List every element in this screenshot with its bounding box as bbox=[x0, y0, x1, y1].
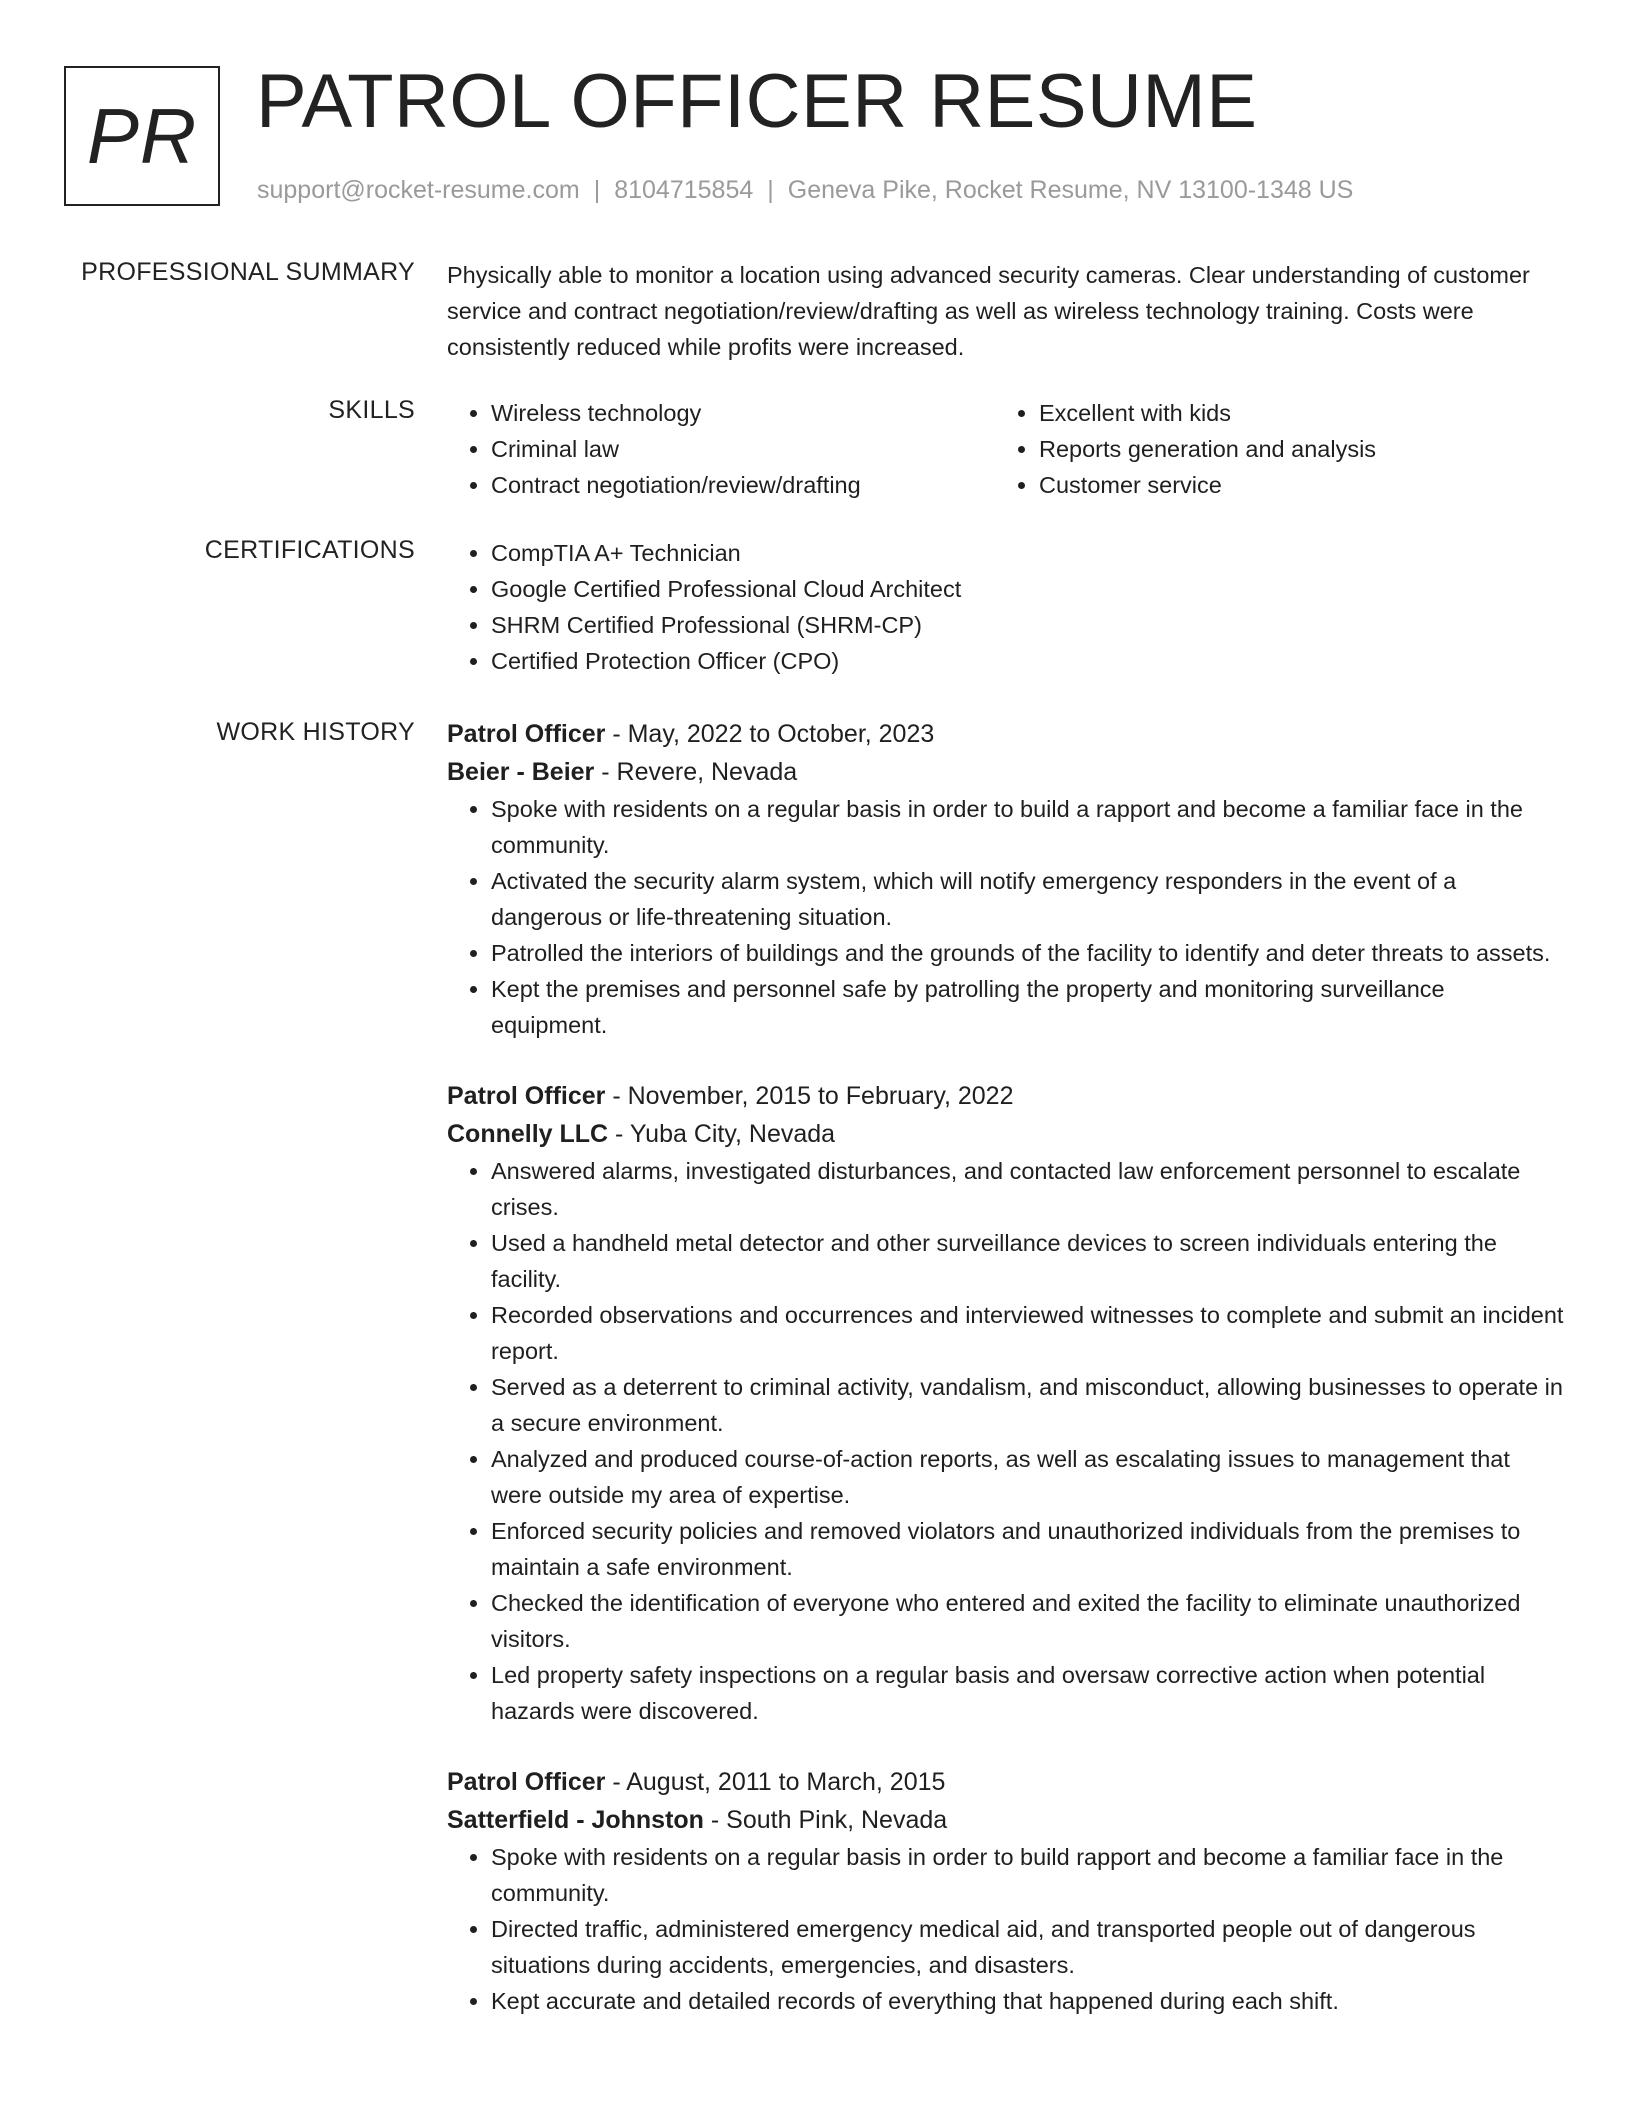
job-role: Patrol Officer bbox=[447, 1768, 606, 1796]
certification-item: • SHRM Certified Professional (SHRM-CP) bbox=[491, 607, 1567, 643]
job-duties-list bbox=[447, 791, 1567, 1043]
job-company-line bbox=[447, 1801, 1567, 1839]
contact-separator: | bbox=[767, 176, 774, 204]
work-history-body bbox=[447, 715, 1567, 2019]
certification-item: • Google Certified Professional Cloud Architect bbox=[491, 571, 1567, 607]
skill-item: • Customer service bbox=[1039, 467, 1599, 503]
contact-address: Geneva Pike, Rocket Resume, NV 13100-1348 US bbox=[787, 176, 1354, 204]
contact-phone[interactable]: 8104715854 bbox=[614, 176, 754, 204]
section-title-skills: SKILLS bbox=[328, 396, 415, 424]
job-role: Patrol Officer bbox=[447, 720, 606, 748]
skills-body bbox=[447, 395, 1567, 505]
job-duty-item: • Led property safety inspections on a regular basis and oversaw corrective action when potential hazards were discovered. bbox=[491, 1657, 1567, 1729]
section-title-work-history: WORK HISTORY bbox=[216, 718, 415, 746]
contact-separator: | bbox=[593, 176, 601, 204]
contact-email[interactable]: support@rocket-resume.com bbox=[257, 176, 580, 204]
skill-item: • Wireless technology bbox=[491, 395, 1039, 431]
job-duty-item: • Spoke with residents on a regular basis in order to build rapport and become a familiar face in the community. bbox=[491, 1839, 1567, 1911]
job-entry bbox=[447, 715, 1567, 1043]
job-duty-item: • Directed traffic, administered emergency medical aid, and transported people out of dangerous situations during accidents, emergencies, and disasters. bbox=[491, 1911, 1567, 1983]
job-duty-item: • Analyzed and produced course-of-action reports, as well as escalating issues to management that were outside my area of expertise. bbox=[491, 1441, 1567, 1513]
job-dates: - May, 2022 to October, 2023 bbox=[605, 720, 935, 748]
job-company: Connelly LLC bbox=[447, 1120, 609, 1148]
job-title-line bbox=[447, 715, 1567, 753]
job-dates: - November, 2015 to February, 2022 bbox=[605, 1082, 1014, 1110]
job-dates: - August, 2011 to March, 2015 bbox=[605, 1768, 946, 1796]
job-duty-item: • Activated the security alarm system, which will notify emergency responders in the event of a dangerous or life-threatening situation. bbox=[491, 863, 1567, 935]
monogram-logo: PR bbox=[64, 66, 220, 206]
job-company-line bbox=[447, 753, 1567, 791]
job-entry bbox=[447, 1077, 1567, 1729]
skill-item: • Criminal law bbox=[491, 431, 1039, 467]
certifications-body bbox=[447, 535, 1567, 679]
job-role: Patrol Officer bbox=[447, 1082, 606, 1110]
skill-item: • Contract negotiation/review/drafting bbox=[491, 467, 1039, 503]
resume-title: PATROL OFFICER RESUME bbox=[256, 59, 1258, 144]
skill-item: • Reports generation and analysis bbox=[1039, 431, 1599, 467]
job-location: - Revere, Nevada bbox=[594, 758, 798, 786]
job-duty-item: • Recorded observations and occurrences and interviewed witnesses to complete and submit an incident report. bbox=[491, 1297, 1567, 1369]
section-title-certifications: CERTIFICATIONS bbox=[204, 536, 415, 564]
job-company-line bbox=[447, 1115, 1567, 1153]
summary-text: Physically able to monitor a location using advanced security cameras. Clear understanding of customer service and contract negotiation/review/drafting as well as wireless technology training. Costs were consistently reduced while profits were increased. bbox=[447, 262, 1530, 360]
job-duty-item: • Kept the premises and personnel safe by patrolling the property and monitoring surveillance equipment. bbox=[491, 971, 1567, 1043]
job-duty-item: • Answered alarms, investigated disturbances, and contacted law enforcement personnel to escalate crises. bbox=[491, 1153, 1567, 1225]
job-company: Beier - Beier bbox=[447, 758, 595, 786]
section-title-summary: PROFESSIONAL SUMMARY bbox=[81, 258, 415, 286]
certification-item: • Certified Protection Officer (CPO) bbox=[491, 643, 1567, 679]
job-title-line bbox=[447, 1077, 1567, 1115]
skill-item: • Excellent with kids bbox=[1039, 395, 1599, 431]
job-company: Satterfield - Johnston bbox=[447, 1806, 704, 1834]
job-entry bbox=[447, 1763, 1567, 2019]
skills-grid bbox=[447, 395, 1567, 505]
job-duty-item: • Patrolled the interiors of buildings and the grounds of the facility to identify and deter threats to assets. bbox=[491, 935, 1567, 971]
certification-item: • CompTIA A+ Technician bbox=[491, 535, 1567, 571]
contact-line bbox=[257, 176, 1353, 205]
skills-list-left bbox=[447, 395, 1039, 503]
job-duty-item: • Served as a deterrent to criminal activity, vandalism, and misconduct, allowing businesses to operate in a secure environment. bbox=[491, 1369, 1567, 1441]
job-title-line bbox=[447, 1763, 1567, 1801]
job-location: - South Pink, Nevada bbox=[703, 1806, 948, 1834]
job-location: - Yuba City, Nevada bbox=[608, 1120, 836, 1148]
certifications-list bbox=[447, 535, 1567, 679]
job-duty-item: • Enforced security policies and removed violators and unauthorized individuals from the premises to maintain a safe environment. bbox=[491, 1513, 1567, 1585]
job-duty-item: • Used a handheld metal detector and other surveillance devices to screen individuals entering the facility. bbox=[491, 1225, 1567, 1297]
skills-list-right bbox=[995, 395, 1599, 503]
job-duty-item: • Checked the identification of everyone who entered and exited the facility to eliminate unauthorized visitors. bbox=[491, 1585, 1567, 1657]
summary-body bbox=[447, 257, 1567, 365]
job-duties-list bbox=[447, 1839, 1567, 2019]
job-duties-list bbox=[447, 1153, 1567, 1729]
job-duty-item: • Spoke with residents on a regular basis in order to build a rapport and become a familiar face in the community. bbox=[491, 791, 1567, 863]
job-duty-item: • Kept accurate and detailed records of everything that happened during each shift. bbox=[491, 1983, 1567, 2019]
